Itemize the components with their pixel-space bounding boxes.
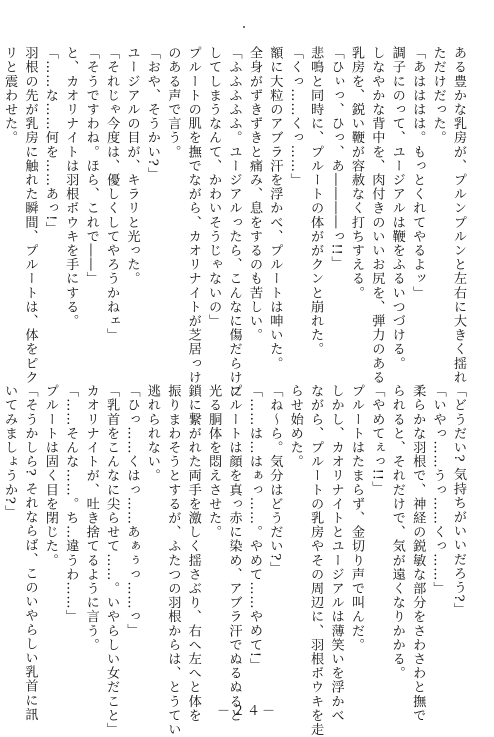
- text-line: 「そうですわね。ほら、これで――」: [83, 46, 99, 286]
- text-line: 「いやっ……うっ……くっ……」: [430, 384, 446, 596]
- text-line: 鎖に繋がれた両手を激しく揺さぶり、右へ左へと体を: [185, 384, 201, 723]
- text-line: プルートは固く目を閉じた。: [42, 384, 58, 568]
- text-line: 「あはははは。もっとくれてやるよッ」: [410, 46, 426, 300]
- text-line: 「……そんな……。ち…違うわ……」: [63, 384, 79, 624]
- text-line: いてみましょうか?」: [2, 384, 18, 519]
- text-line: ただけだった。: [430, 46, 446, 145]
- text-line: 「どうだい? 気持ちがいいだろう?」: [451, 384, 466, 617]
- page-number: －２４－: [216, 704, 277, 719]
- text-line: 調子にのって、ユージアルは鞭をふるいつづける。: [389, 46, 405, 371]
- text-line: 「ひぃっ、ひっ、あ――――っ!!」: [328, 46, 344, 270]
- text-line: と、カオリナイトは羽根ボウキを手にする。: [63, 46, 79, 328]
- text-line: 「おや、そうかい?」: [144, 46, 160, 181]
- text-line: 柔らかな羽根で、神経の鋭敏な部分をさわさわと撫で: [410, 384, 426, 723]
- text-line: プルートは顔を真っ赤に染め、アブラ汗でぬるぬると: [226, 384, 242, 723]
- text-line: リと震わせた。: [2, 46, 18, 145]
- text-line: してしまうなんて、かわいそうじゃないの」: [206, 46, 222, 328]
- page-mark: [243, 26, 245, 28]
- text-line: しなやかな背中を、肉付きのいいお尻を、弾力のある: [369, 46, 385, 385]
- text-line: 悲鳴と同時に、プルートの体ががクンと崩れた。: [308, 46, 324, 357]
- text-column-top: [0, 46, 468, 399]
- text-line: 「……は…はぁっ……。やめて……やめて!」: [246, 384, 262, 673]
- text-line: 逃れられない。: [144, 384, 160, 483]
- text-line: 羽根の先が乳房に触れた瞬間、プルートは、体をピク: [22, 46, 38, 385]
- text-line: られると、それだけで、気が遠くなりかかる。: [389, 384, 405, 681]
- text-line: カオリナイトが、吐き捨てるように言う。: [83, 384, 99, 652]
- text-line: 「ふふふふふ。ユージアルったら、こんなに傷だらけに: [226, 46, 242, 399]
- text-line: 「……な……何を……あっ!」: [42, 46, 58, 236]
- text-line: プルートはたまらず、金切り声で叫んだ。: [348, 384, 364, 652]
- text-line: 「やめてぇっ!!」: [369, 384, 385, 496]
- text-line: 「ね～ら。気分はどうだい?」: [267, 384, 283, 576]
- text-line: 乳房を、鋭い鞭が容赦なく打ちすえる。: [348, 46, 364, 300]
- text-line: プルートの肌を撫でながら、カオリナイトが芝居っけ: [185, 46, 201, 385]
- text-line: ある豊かな乳房が、プルンプルンと左右に大きく揺れ: [451, 46, 466, 385]
- text-line: 光る胴体を悶えさせた。: [206, 384, 222, 540]
- text-line: 「乳首をこんなに尖らせて……。いやらしい女だこと」: [104, 384, 120, 737]
- text-line: 額に大粒のアブラ汗を浮かべ、プルートは呻いた。: [267, 46, 283, 371]
- text-line: らせ始めた。: [287, 384, 303, 469]
- text-line: 全身がずきずきと痛み、息をするのも苦しい。: [246, 46, 262, 343]
- text-line: ユージアルの目が、キラリと光った。: [124, 46, 140, 286]
- text-line: 「それじゃ今度は、優しくしてやろうかねェ」: [104, 46, 120, 343]
- text-line: 「そうかしら? それならば、このいやらしい乳首に訊: [22, 384, 38, 722]
- text-line: 「くっ……くっ……」: [287, 46, 303, 187]
- text-line: 振りまわそうとするが、ふたつの羽根からは、とうてい: [165, 384, 181, 737]
- text-line: のある声で言う。: [165, 46, 181, 159]
- text-line: ながら、プルートの乳房やその周辺に、羽根ボウキを走: [308, 384, 324, 737]
- text-line: しかし、カオリナイトとユージアルは薄笑いを浮かべ: [328, 384, 344, 723]
- text-line: 「ひっ……くはっ……あぁぅっ……っ」: [124, 384, 140, 638]
